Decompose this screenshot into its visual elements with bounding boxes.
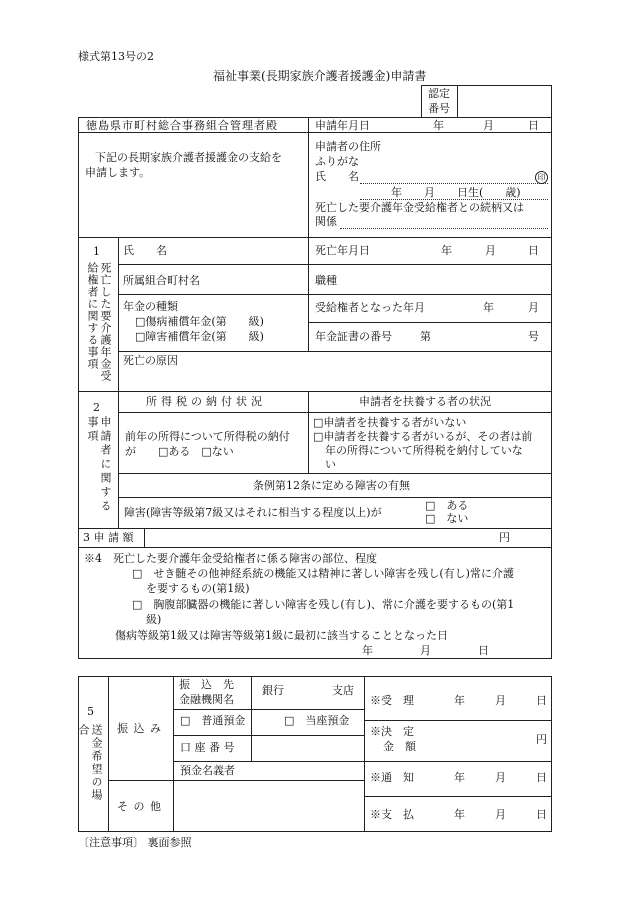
receipt-year: 年	[454, 694, 465, 707]
branch-suffix: 支店	[332, 684, 354, 697]
footnote: 〔注意事項〕 裏面参照	[78, 836, 192, 849]
note4-day: 日	[478, 644, 489, 657]
bank-label-1: 振 込 先	[179, 678, 234, 691]
section1-number: 1	[93, 245, 100, 258]
s1-became-year: 年	[483, 301, 494, 314]
section1-title: 死亡した要介護年金受給権者に関する事項	[86, 262, 112, 382]
s2-article12-header: 条例第12条に定める障害の有無	[253, 479, 410, 492]
bank-label-2: 金融機関名	[179, 693, 234, 706]
decision-label-2: 金 額	[383, 740, 416, 753]
account-holder-label: 預金名義者	[180, 764, 235, 777]
seal-icon: 印	[535, 171, 548, 184]
relationship-line-2: 関係	[315, 215, 337, 228]
relationship-line-1: 死亡した要介護年金受給権者との続柄又は	[315, 201, 524, 214]
s2-support-option-2[interactable]: □申請者を扶養する者がいるが、その者は前	[313, 430, 533, 443]
applicant-name-label: 氏 名	[315, 170, 359, 183]
payment-month: 月	[495, 808, 506, 821]
note4-option-b-cont: 級)	[146, 613, 162, 626]
birth-date-line: 年 月 日生( 歳)	[391, 186, 521, 199]
form-title: 福祉事業(長期家族介護者援護金)申請書	[213, 69, 427, 83]
s2-support-option-1[interactable]: □申請者を扶養する者がいない	[313, 416, 467, 429]
amount-yen: 円	[499, 531, 510, 544]
s1-name-label: 氏 名	[123, 244, 167, 257]
payment-year: 年	[454, 808, 465, 821]
note4-option-a-cont: を要するもの(第1級)	[146, 582, 250, 595]
receipt-day: 日	[536, 694, 547, 707]
s2-disability-no-checkbox[interactable]: □ ない	[425, 512, 469, 525]
addressee: 徳島県市町村総合事務組合管理者殿	[86, 119, 278, 132]
s1-cert-dai: 第	[420, 330, 431, 343]
decision-label-1: ※決 定	[370, 725, 414, 738]
intro-line-1: 下記の長期家族介護者援護金の支給を	[95, 151, 282, 164]
s1-became-recipient-label: 受給権者となった年月	[315, 301, 425, 314]
cert-label-2: 番号	[428, 102, 450, 115]
applicant-address-label: 申請者の住所	[315, 140, 381, 153]
section5-title: 送金希望の場合	[77, 724, 103, 802]
s2-tax-header: 所得税の納付状況	[146, 395, 266, 408]
s2-support-header: 申請者を扶養する者の状況	[359, 395, 491, 408]
receipt-label: ※受 理	[370, 694, 414, 707]
receipt-month: 月	[495, 694, 506, 707]
note4-year: 年	[362, 644, 373, 657]
intro-line-2: 申請します。	[85, 166, 151, 179]
note4-first-date-label: 傷病等級第1級又は障害等級第1級に最初に該当することとなった日	[115, 629, 448, 642]
s2-disability-question: 障害(障害等級第7級又はそれに相当する程度以上)が	[124, 506, 382, 519]
seal-mark	[535, 170, 548, 184]
cert-label-1: 認定	[428, 87, 450, 100]
s1-death-day: 日	[528, 244, 539, 257]
cert-number-field[interactable]	[459, 87, 549, 115]
s2-support-option-2-cont: 年の所得について所得税を納付していな	[325, 444, 523, 457]
s2-tax-question-2[interactable]: が □ある □ない	[125, 445, 234, 458]
payment-label: ※支 払	[370, 808, 414, 821]
decision-yen: 円	[536, 733, 547, 746]
notice-label: ※通 知	[370, 771, 414, 784]
s1-became-month: 月	[528, 301, 539, 314]
form-number: 様式第13号の2	[78, 50, 154, 63]
bank-suffix: 銀行	[262, 684, 284, 697]
s1-disability-pension-checkbox[interactable]: □障害補償年金(第 級)	[135, 330, 264, 343]
s1-death-date-label: 死亡年月日	[315, 244, 370, 257]
account-number-label: 口 座 番 号	[180, 741, 235, 754]
s1-certificate-no-label: 年金証書の番号	[315, 330, 392, 343]
note4-option-a[interactable]: □ せき髄その他神経系統の機能又は精神に著しい障害を残し(有し)常に介護	[132, 567, 514, 580]
s1-death-month: 月	[485, 244, 496, 257]
s1-cause-of-death-label: 死亡の原因	[123, 354, 178, 367]
transfer-label: 振 込 み	[117, 722, 162, 735]
amount-field[interactable]	[146, 530, 496, 545]
note4-month: 月	[420, 644, 431, 657]
application-date-label: 申請年月日	[315, 119, 370, 132]
s1-death-year: 年	[441, 244, 452, 257]
s1-pension-type-label: 年金の種類	[123, 300, 178, 313]
s1-cert-go: 号	[528, 330, 539, 343]
furigana-label: ふりがな	[315, 155, 359, 168]
note4-option-b[interactable]: □ 胸腹部臓器の機能に著しい障害を残し(有し)、常に介護を要するもの(第1	[132, 598, 515, 611]
s2-disability-yes-checkbox[interactable]: □ ある	[425, 499, 469, 512]
s2-tax-question-1: 前年の所得について所得税の納付	[125, 430, 290, 443]
s2-support-option-2-end: い	[325, 458, 336, 471]
notice-day: 日	[536, 771, 547, 784]
ordinary-deposit-checkbox[interactable]: □ 普通預金	[180, 714, 246, 727]
current-deposit-checkbox[interactable]: □ 当座預金	[284, 714, 350, 727]
s1-union-label: 所属組合町村名	[123, 274, 200, 287]
note4-heading: ※4 死亡した要介護年金受給権者に係る障害の部位、程度	[84, 552, 377, 565]
section3-amount-label: 3 申 請 額	[83, 531, 134, 544]
other-label: そ の 他	[117, 800, 162, 813]
app-year: 年	[433, 119, 444, 132]
app-day: 日	[528, 119, 539, 132]
s1-injury-pension-checkbox[interactable]: □傷病補償年金(第 級)	[135, 315, 264, 328]
section2-title: 申請者に関する事項	[86, 416, 112, 514]
app-month: 月	[483, 119, 494, 132]
payment-day: 日	[536, 808, 547, 821]
notice-year: 年	[454, 771, 465, 784]
notice-month: 月	[495, 771, 506, 784]
section2-number: 2	[93, 401, 100, 414]
section5-number: 5	[87, 705, 94, 718]
s1-job-label: 職種	[315, 274, 337, 287]
